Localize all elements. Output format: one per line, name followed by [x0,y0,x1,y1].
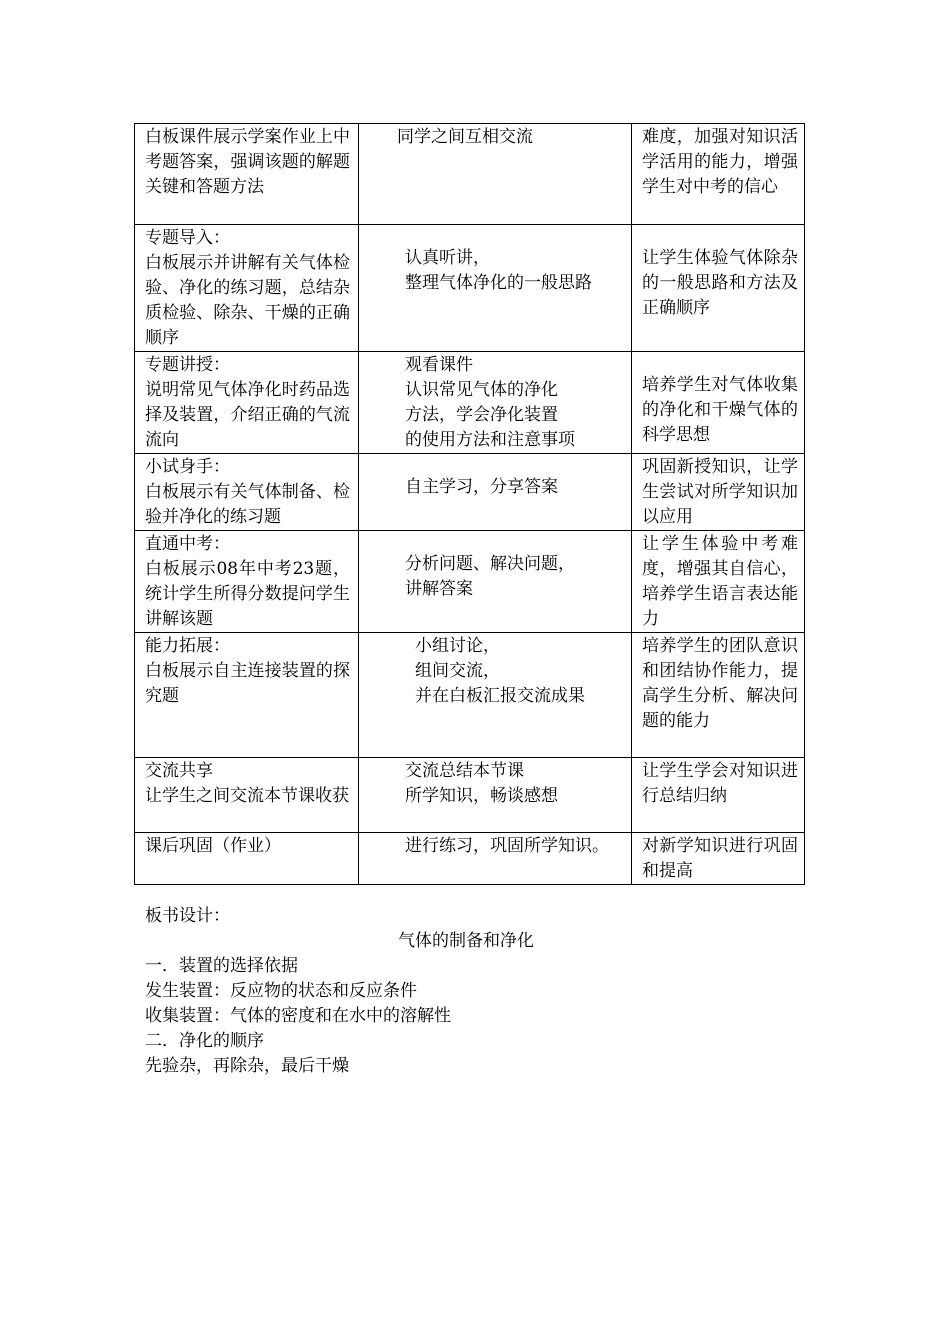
table-row [135,124,805,225]
design-intent-text: 让学生体验中考难度，增强其自信心，培养学生语言表达能力 [642,534,798,629]
table-row [135,454,805,531]
board-line: 发生装置：反应物的状态和反应条件 [145,981,417,1001]
teacher-activity-text: 白板课件展示学案作业上中考题答案，强调该题的解题关键和答题方法 [145,127,350,197]
student-activity-text: 整理气体净化的一般思路 [405,273,592,293]
teacher-activity-cell [135,531,359,633]
teacher-activity-cell [135,633,359,758]
student-activity-cell [359,531,632,633]
teacher-activity-cell [135,352,359,454]
design-intent-cell [632,531,805,633]
table-row [135,833,805,885]
teacher-activity-text: 说明常见气体净化时药品选择及装置，介绍正确的气流流向 [145,380,350,450]
teacher-activity-cell [135,124,359,225]
table-row [135,758,805,833]
teacher-activity-heading: 直通中考： [145,534,230,554]
board-line: 收集装置：气体的密度和在水中的溶解性 [145,1006,451,1026]
student-activity-text: 所学知识，畅谈感想 [405,786,558,806]
student-activity-cell [359,124,632,225]
board-line: 二．净化的顺序 [145,1031,264,1051]
teacher-activity-cell [135,758,359,833]
teacher-activity-heading: 交流共享 [145,761,213,781]
teacher-activity-text: 白板展示自主连接装置的探究题 [145,661,350,706]
design-intent-cell [632,124,805,225]
teacher-activity-heading: 专题导入： [145,228,230,248]
student-activity-text: 认识常见气体的净化 [405,380,558,400]
student-activity-cell [359,758,632,833]
teacher-activity-text: 课后巩固（作业） [145,836,281,856]
teacher-activity-text: 白板展示有关气体制备、检验并净化的练习题 [145,482,350,527]
teacher-activity-cell [135,454,359,531]
design-intent-text: 难度，加强对知识活学活用的能力，增强学生对中考的信心 [642,127,798,197]
teacher-activity-text: 让学生之间交流本节课收获 [145,786,349,806]
student-activity-cell [359,633,632,758]
student-activity-cell [359,225,632,352]
lesson-plan-table [134,123,805,885]
student-activity-text: 交流总结本节课 [405,761,524,781]
design-intent-cell [632,352,805,454]
student-activity-text: 组间交流， [415,661,500,681]
student-activity-text: 进行练习，巩固所学知识。 [405,836,609,856]
teacher-activity-heading: 小试身手： [145,457,230,477]
board-heading: 板书设计： [145,906,230,926]
board-line: 先验杂，再除杂，最后干燥 [145,1056,349,1076]
student-activity-text: 并在白板汇报交流成果 [415,686,585,706]
design-intent-text: 巩固新授知识，让学生尝试对所学知识加以应用 [642,457,798,527]
teacher-activity-cell [135,833,359,885]
design-intent-text: 让学生体验气体除杂的一般思路和方法及正确顺序 [642,248,798,318]
design-intent-text: 培养学生的团队意识和团结协作能力，提高学生分析、解决问题的能力 [642,636,798,731]
student-activity-text: 观看课件 [405,355,473,375]
student-activity-text: 讲解答案 [405,579,473,599]
student-activity-cell [359,352,632,454]
student-activity-text: 方法，学会净化装置 [405,405,558,425]
board-line: 一．装置的选择依据 [145,956,298,976]
design-intent-text: 对新学知识进行巩固和提高 [642,836,798,881]
design-intent-cell [632,758,805,833]
design-intent-text: 培养学生对气体收集的净化和干燥气体的科学思想 [642,375,798,445]
design-intent-cell [632,633,805,758]
teacher-activity-cell [135,225,359,352]
table-row [135,225,805,352]
teacher-activity-heading: 专题讲授： [145,355,230,375]
blackboard-design-section [145,904,845,1079]
student-activity-text: 小组讨论， [415,636,500,656]
teacher-activity-text: 白板展示并讲解有关气体检验、净化的练习题，总结杂质检验、除杂、干燥的正确顺序 [145,253,350,348]
teacher-activity-text: 白板展示08年中考23题，统计学生所得分数提问学生讲解该题 [145,559,350,629]
table-row [135,531,805,633]
board-title: 气体的制备和净化 [398,931,534,951]
student-activity-cell [359,454,632,531]
student-activity-text: 的使用方法和注意事项 [405,430,575,450]
table-row [135,352,805,454]
design-intent-cell [632,454,805,531]
design-intent-text: 让学生学会对知识进行总结归纳 [642,761,798,806]
teacher-activity-heading: 能力拓展： [145,636,230,656]
student-activity-text: 分析问题、解决问题， [405,554,575,574]
table-row [135,633,805,758]
student-activity-cell [359,833,632,885]
student-activity-text: 认真听讲， [405,248,490,268]
student-activity-text: 自主学习，分享答案 [405,477,558,497]
design-intent-cell [632,225,805,352]
student-activity-text: 同学之间互相交流 [397,127,533,147]
design-intent-cell [632,833,805,885]
